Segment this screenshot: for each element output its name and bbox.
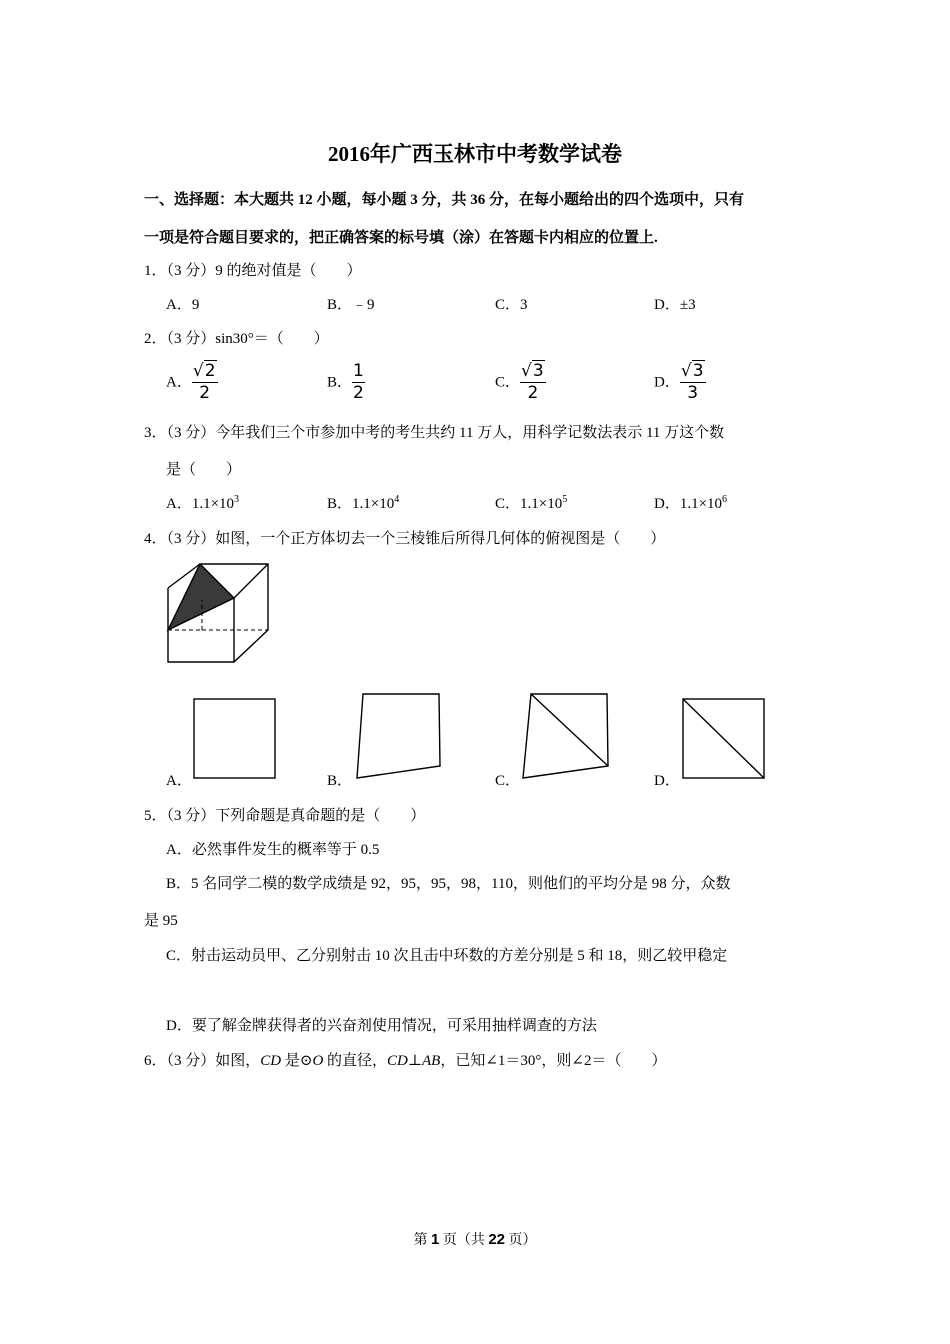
q1-option-a: A．9 xyxy=(166,297,200,313)
q2-option-b-label: B． xyxy=(327,374,353,391)
q3-option-d-base: D．1.1×10 xyxy=(654,496,723,512)
q2-option-c-label: C． xyxy=(495,374,521,391)
q3-stem-line2: 是（ ） xyxy=(166,462,242,478)
q3-option-a-base: A．1.1×10 xyxy=(166,496,235,512)
q3-option-a xyxy=(166,494,239,514)
q1-option-c: C．3 xyxy=(495,297,528,313)
q4-stem: 4．（3 分）如图，一个正方体切去一个三棱锥后所得几何体的俯视图是（ ） xyxy=(144,531,666,547)
q4-option-d-label: D． xyxy=(654,773,680,789)
q2-option-a-label: A． xyxy=(166,374,192,391)
q4-cube-figure xyxy=(164,560,274,666)
q3-option-b xyxy=(327,494,399,514)
q2-option-a xyxy=(166,362,218,403)
footer-total-pages: 22 xyxy=(488,1231,506,1248)
q4-option-c-label: C． xyxy=(495,773,521,789)
q1-option-b: B．﹣9 xyxy=(327,297,375,313)
q2-option-d-label: D． xyxy=(654,374,680,391)
q6-circle-o: O xyxy=(312,1053,324,1069)
q2-option-c-numerator: 3 xyxy=(532,361,544,381)
section-heading-line2: 一项是符合题目要求的，把正确答案的标号填（涂）在答题卡内相应的位置上. xyxy=(144,230,658,246)
page-title: 2016年广西玉林市中考数学试卷 xyxy=(328,142,622,166)
q5-option-a: A．必然事件发生的概率等于 0.5 xyxy=(166,842,380,858)
q5-option-c: C．射击运动员甲、乙分别射击 10 次且击中环数的方差分别是 5 和 18，则乙较甲稳定 xyxy=(166,948,728,964)
q6-segment-cd-2: CD xyxy=(387,1053,408,1069)
q3-option-c xyxy=(495,494,567,514)
q3-option-c-base: C．1.1×10 xyxy=(495,496,563,512)
q5-stem: 5．（3 分）下列命题是真命题的是（ ） xyxy=(144,808,426,824)
q6-segment-ab: AB xyxy=(422,1053,441,1069)
section-heading-line1: 一、选择题：本大题共 12 小题，每小题 3 分，共 36 分，在每小题给出的四个选项中，只有 xyxy=(144,192,745,208)
q4-option-b-figure xyxy=(355,692,443,780)
q6-text-1: 6．（3 分）如图， xyxy=(144,1053,261,1069)
footer-middle: 页（共 xyxy=(439,1233,489,1248)
q2-option-a-fraction: $\frac{√2}{2}$ xyxy=(192,361,216,403)
q2-option-b-fraction xyxy=(352,362,365,403)
footer-page-number: 1 xyxy=(430,1231,440,1248)
q4-option-d-figure xyxy=(682,698,766,780)
q2-option-a-numerator: 2 xyxy=(204,361,216,381)
page-footer xyxy=(0,1229,950,1249)
q2-option-d xyxy=(654,362,706,403)
q5-option-b-line2: 是 95 xyxy=(144,913,178,929)
q6-segment-cd: CD xyxy=(260,1053,282,1069)
q2-option-d-denominator: 3 xyxy=(687,383,699,403)
q6-perp-symbol: ⊥ xyxy=(407,1053,422,1069)
q2-option-c-fraction: $\frac{√3}{2}$ xyxy=(521,361,544,403)
q5-option-b-line1: B．5 名同学二模的数学成绩是 92，95，95，98，110，则他们的平均分是 98 分，众数 xyxy=(166,876,731,892)
q2-option-d-fraction: $\frac{√3}{3}$ xyxy=(680,361,704,403)
q1-stem: 1．（3 分）9 的绝对值是（ ） xyxy=(144,263,362,279)
q1-option-d: D．±3 xyxy=(654,297,696,313)
q5-option-d: D．要了解金牌获得者的兴奋剂使用情况，可采用抽样调查的方法 xyxy=(166,1018,597,1034)
q3-option-d xyxy=(654,494,727,514)
q4-option-b-label: B． xyxy=(327,773,353,789)
q2-option-a-denominator: 2 xyxy=(199,383,211,403)
q2-option-b-numerator: 1 xyxy=(353,361,364,381)
q3-option-c-exponent: 5 xyxy=(562,494,568,505)
q4-option-c-figure xyxy=(521,692,611,780)
q4-option-a-label: A． xyxy=(166,773,192,789)
q2-option-b xyxy=(327,362,365,403)
q3-option-b-base: B．1.1×10 xyxy=(327,496,395,512)
q6-text-2: 是⊙ xyxy=(281,1053,313,1069)
q3-option-a-exponent: 3 xyxy=(234,494,240,505)
q2-stem: 2．（3 分）sin30°＝（ ） xyxy=(144,331,329,347)
footer-suffix: 页） xyxy=(505,1233,537,1248)
q6-text-3: 的直径， xyxy=(323,1053,388,1069)
q4-option-a-figure xyxy=(193,698,277,780)
q2-option-c-denominator: 2 xyxy=(527,383,539,403)
q3-option-d-exponent: 6 xyxy=(722,494,728,505)
footer-prefix: 第 xyxy=(413,1233,431,1248)
q2-option-b-denominator: 2 xyxy=(353,383,364,403)
q3-stem-line1: 3．（3 分）今年我们三个市参加中考的考生共约 11 万人，用科学记数法表示 11 万这个数 xyxy=(144,425,725,441)
q2-option-d-numerator: 3 xyxy=(692,361,704,381)
q6-stem xyxy=(144,1051,666,1071)
q6-text-4: ，已知∠1＝30°，则∠2＝（ ） xyxy=(440,1053,667,1069)
q2-option-c xyxy=(495,362,546,403)
q3-option-b-exponent: 4 xyxy=(394,494,400,505)
